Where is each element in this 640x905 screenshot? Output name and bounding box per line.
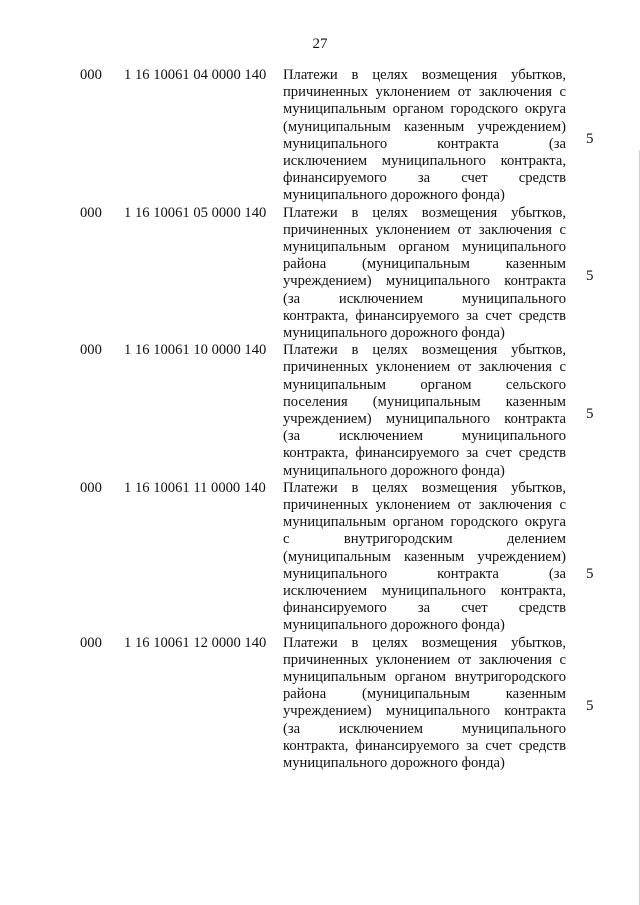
description-line: контракта, финансируемого за счет средств bbox=[283, 307, 566, 324]
distribution-norm: 5 bbox=[586, 405, 594, 422]
admin-code: 000 bbox=[80, 634, 102, 651]
description-line: (муниципальным казенным учреждением) bbox=[283, 548, 566, 565]
description-line: причиненных уклонением от заключения с bbox=[283, 84, 566, 101]
description-line: муниципальным органом муниципального bbox=[283, 239, 566, 255]
description-line: Платежи в целях возмещения убытков, bbox=[283, 67, 566, 83]
description-line: Платежи в целях возмещения убытков, bbox=[283, 479, 566, 496]
admin-code: 000 bbox=[80, 342, 102, 359]
budget-classification-code: 1 16 10061 12 0000 140 bbox=[124, 634, 267, 651]
description-line: муниципального дорожного фонда) bbox=[283, 617, 505, 634]
table-row bbox=[0, 67, 640, 205]
description-line: Платежи в целях возмещения убытков, bbox=[283, 204, 566, 221]
description-line: с внутригородским делением bbox=[283, 531, 566, 548]
admin-code: 000 bbox=[80, 204, 102, 221]
classification-table bbox=[0, 67, 640, 772]
description-line: района (муниципальным казенным bbox=[283, 256, 566, 273]
description-line: исключением муниципального контракта, bbox=[283, 153, 566, 170]
description-line: (муниципальным казенным учреждением) bbox=[283, 118, 566, 135]
distribution-norm: 5 bbox=[586, 698, 594, 715]
description-line: учреждением) муниципального контракта bbox=[283, 273, 566, 290]
description-line: Платежи в целях возмещения убытков, bbox=[283, 634, 566, 651]
description-line: контракта, финансируемого за счет средств bbox=[283, 737, 566, 754]
description-line: муниципального дорожного фонда) bbox=[283, 755, 505, 771]
description-line: контракта, финансируемого за счет средств bbox=[283, 445, 566, 462]
income-description bbox=[283, 635, 566, 773]
distribution-norm: 5 bbox=[586, 130, 594, 147]
income-description bbox=[283, 205, 566, 343]
description-line: причиненных уклонением от заключения с bbox=[283, 651, 566, 668]
description-line: причиненных уклонением от заключения с bbox=[283, 496, 566, 513]
table-row bbox=[0, 342, 640, 480]
description-line: (за исключением муниципального bbox=[283, 290, 566, 307]
table-row bbox=[0, 205, 640, 343]
description-line: муниципального дорожного фонда) bbox=[283, 187, 505, 204]
budget-classification-code: 1 16 10061 04 0000 140 bbox=[124, 67, 267, 83]
description-line: муниципального дорожного фонда) bbox=[283, 462, 505, 479]
budget-classification-code: 1 16 10061 11 0000 140 bbox=[124, 479, 266, 496]
description-line: района (муниципальным казенным bbox=[283, 686, 566, 703]
admin-code: 000 bbox=[80, 67, 102, 83]
description-line: (за исключением муниципального bbox=[283, 428, 566, 445]
page-number: 27 bbox=[312, 36, 328, 52]
table-row bbox=[0, 480, 640, 635]
description-line: муниципальным органом внутригородского bbox=[283, 668, 566, 685]
description-line: муниципальным органом городского округа bbox=[283, 514, 566, 531]
description-line: учреждением) муниципального контракта bbox=[283, 703, 566, 720]
description-line: исключением муниципального контракта, bbox=[283, 583, 566, 599]
budget-classification-code: 1 16 10061 10 0000 140 bbox=[124, 342, 267, 359]
admin-code: 000 bbox=[80, 479, 102, 496]
description-line: финансируемого за счет средств bbox=[283, 170, 566, 187]
distribution-norm: 5 bbox=[586, 268, 594, 285]
description-line: муниципального контракта (за bbox=[283, 135, 566, 152]
description-line: муниципального контракта (за bbox=[283, 565, 566, 582]
distribution-norm: 5 bbox=[586, 565, 594, 582]
description-line: поселения (муниципальным казенным bbox=[283, 393, 566, 410]
description-line: учреждением) муниципального контракта bbox=[283, 411, 566, 427]
description-line: Платежи в целях возмещения убытков, bbox=[283, 342, 566, 359]
description-line: причиненных уклонением от заключения с bbox=[283, 221, 566, 238]
description-line: муниципального дорожного фонда) bbox=[283, 325, 505, 342]
table-row bbox=[0, 635, 640, 773]
income-description bbox=[283, 67, 566, 205]
description-line: муниципальным органом сельского bbox=[283, 376, 566, 393]
income-description bbox=[283, 480, 566, 635]
income-description bbox=[283, 342, 566, 480]
description-line: муниципальным органом городского округа bbox=[283, 101, 566, 118]
budget-classification-code: 1 16 10061 05 0000 140 bbox=[124, 204, 267, 221]
description-line: финансируемого за счет средств bbox=[283, 600, 566, 617]
description-line: причиненных уклонением от заключения с bbox=[283, 359, 566, 376]
description-line: (за исключением муниципального bbox=[283, 720, 566, 737]
